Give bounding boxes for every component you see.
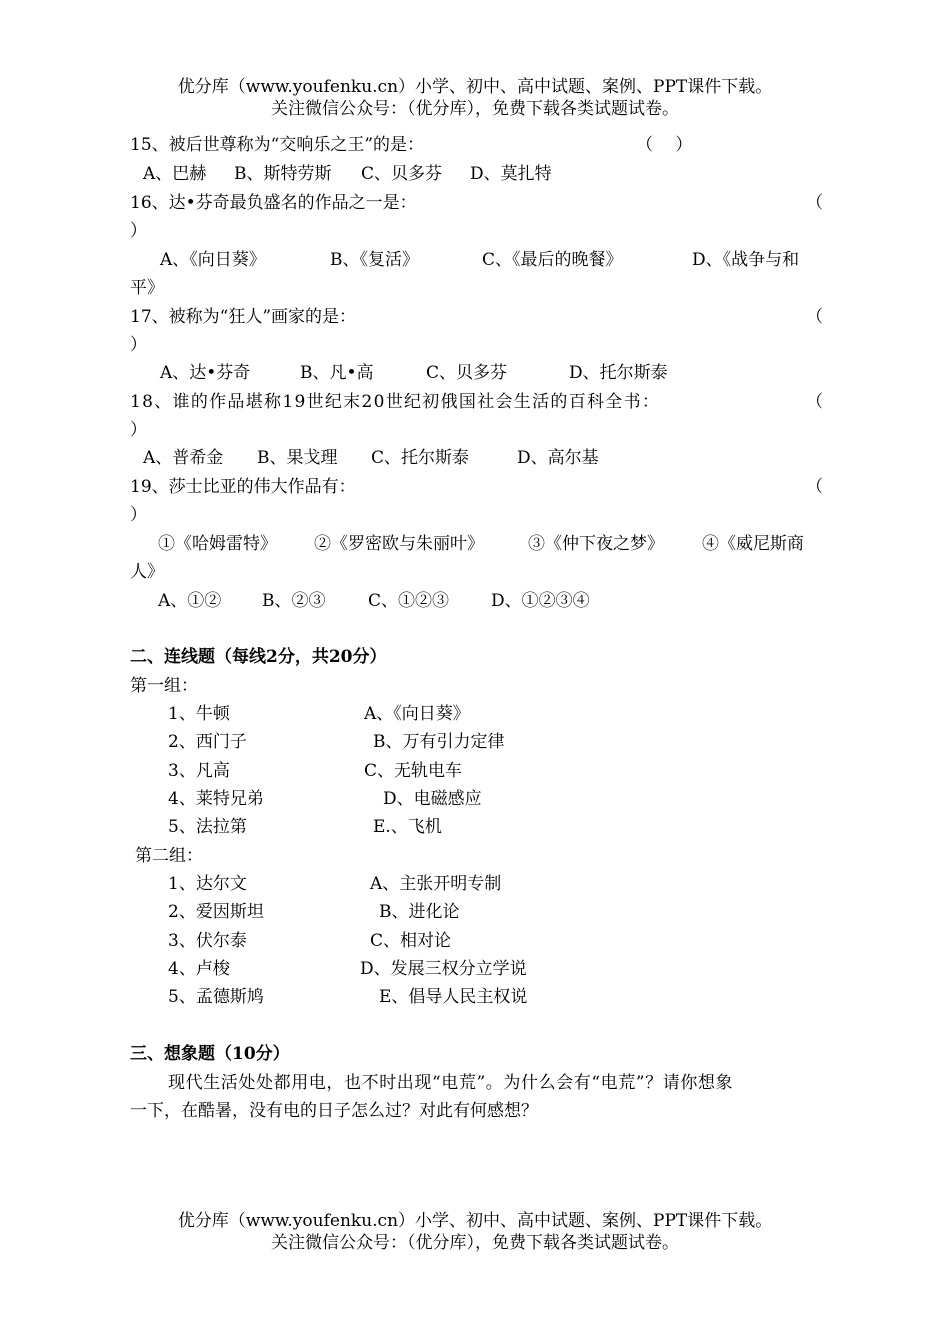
q18-stem: 18、谁的作品堪称19世纪末20世纪初俄国社会生活的百科全书： [130,392,661,412]
group2-left-3: 3、伏尔泰 [168,931,247,951]
q19-work-3: ③《仲下夜之梦》 [528,534,664,554]
group2-right-e: E、倡导人民主权说 [379,987,528,1007]
header-line-2: 关注微信公众号：（优分库），免费下载各类试题试卷。 [271,99,679,119]
header-line-1: 优分库（www.youfenku.cn）小学、初中、高中试题、案例、PPT课件下载。 [177,77,773,97]
q19-work-4-wrap: 人》 [130,562,164,582]
q19-work-4: ④《威尼斯商 [702,534,804,554]
q19-paren-close: ） [130,505,147,525]
group1-right-a: A、《向日葵》 [364,704,470,724]
q15-option-a: A、巴赫 [143,164,207,184]
group2-right-c: C、相对论 [370,931,452,951]
group1-right-e: E.、飞机 [373,817,442,837]
q16-option-d: D、《战争与和 [692,250,800,270]
q19-paren-open: （ [806,477,823,497]
q16-option-d-wrap: 平》 [130,278,164,298]
q17-paren-close: ） [130,335,147,355]
group2-right-b: B、进化论 [379,902,460,922]
footer-line-1: 优分库（www.youfenku.cn）小学、初中、高中试题、案例、PPT课件下载。 [177,1211,773,1231]
q16-option-b: B、《复活》 [330,250,419,270]
group2-left-4: 4、卢梭 [168,959,230,979]
group2-label: 第二组： [135,846,203,866]
footer-line-2: 关注微信公众号：（优分库），免费下载各类试题试卷。 [271,1233,679,1253]
q17-option-a: A、达•芬奇 [160,363,251,383]
group1-left-4: 4、莱特兄弟 [168,789,264,809]
q19-option-c: C、①②③ [368,591,450,611]
group2-right-d: D、发展三权分立学说 [360,959,527,979]
q16-stem: 16、达•芬奇最负盛名的作品之一是： [130,193,417,213]
q19-work-1: ①《哈姆雷特》 [158,534,277,554]
q16-paren-close: ） [130,221,147,241]
q15-option-c: C、贝多芬 [361,164,443,184]
group1-left-2: 2、西门子 [168,732,247,752]
q15-option-b: B、斯特劳斯 [234,164,332,184]
q19-option-a: A、①② [158,591,222,611]
q18-option-d: D、高尔基 [517,448,599,468]
section3-prompt-line-1: 现代生活处处都用电，也不时出现“电荒”。为什么会有“电荒”？请你想象 [168,1073,734,1093]
q19-work-2: ②《罗密欧与朱丽叶》 [314,534,484,554]
group2-right-a: A、主张开明专制 [370,874,502,894]
section3-title: 三、想象题（10分） [130,1044,290,1064]
q17-paren-open: （ [806,307,823,327]
q18-option-b: B、果戈理 [257,448,338,468]
q15-answer-paren: （ ） [636,135,693,155]
q15-option-d: D、莫扎特 [470,164,552,184]
q17-option-d: D、托尔斯泰 [569,363,668,383]
q19-option-d: D、①②③④ [491,591,590,611]
q16-paren-open: （ [806,193,823,213]
q18-paren-close: ） [130,420,147,440]
group2-left-2: 2、爱因斯坦 [168,902,264,922]
q19-option-b: B、②③ [262,591,326,611]
q15-stem: 15、被后世尊称为“交响乐之王”的是： [130,135,425,155]
section3-prompt-line-2: 一下，在酷暑，没有电的日子怎么过？对此有何感想？ [130,1101,538,1121]
q16-option-a: A、《向日葵》 [160,250,266,270]
group2-left-5: 5、孟德斯鸠 [168,987,264,1007]
q19-stem: 19、莎士比亚的伟大作品有： [130,477,356,497]
group1-left-5: 5、法拉第 [168,817,247,837]
q18-option-c: C、托尔斯泰 [371,448,470,468]
group1-left-1: 1、牛顿 [168,704,230,724]
q17-option-c: C、贝多芬 [426,363,508,383]
group1-label: 第一组： [130,676,198,696]
q17-stem: 17、被称为“狂人”画家的是： [130,307,357,327]
q16-option-c: C、《最后的晚餐》 [482,250,623,270]
group1-right-b: B、万有引力定律 [373,732,505,752]
group2-left-1: 1、达尔文 [168,874,247,894]
section2-title: 二、连线题（每线2分，共20分） [130,647,387,667]
group1-right-c: C、无轨电车 [364,761,463,781]
group1-right-d: D、电磁感应 [383,789,482,809]
q18-paren-open: （ [806,392,823,412]
group1-left-3: 3、凡高 [168,761,230,781]
q18-option-a: A、普希金 [143,448,224,468]
q17-option-b: B、凡•高 [300,363,374,383]
